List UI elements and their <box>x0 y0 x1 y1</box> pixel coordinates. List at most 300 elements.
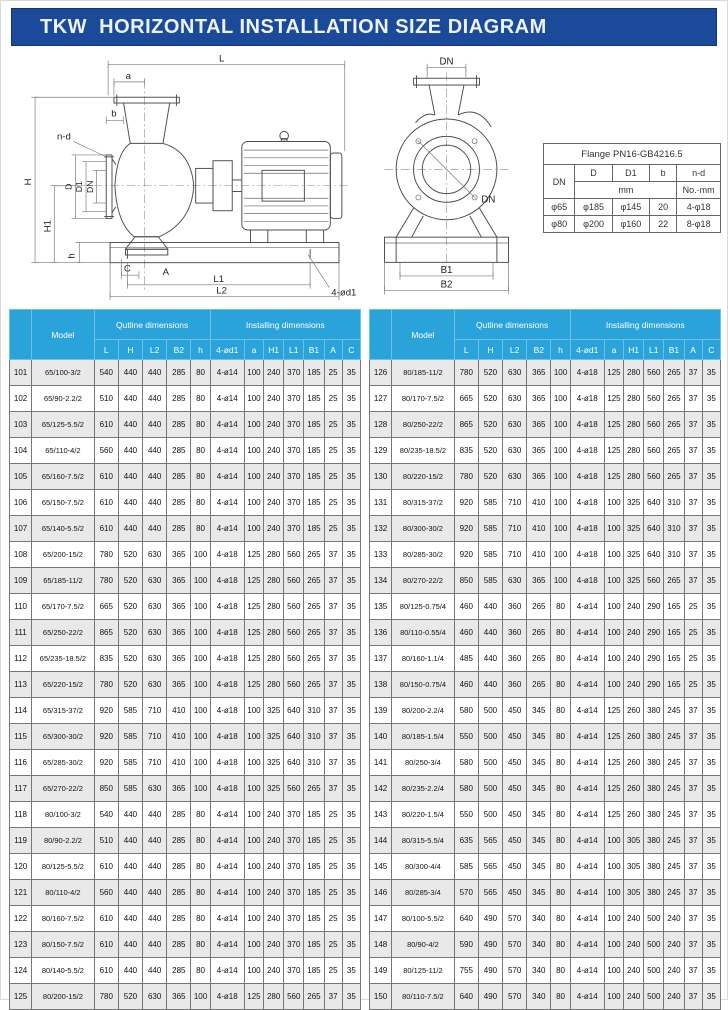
cell: 4-ø18 <box>570 386 604 412</box>
cell: 410 <box>167 750 191 776</box>
table-row <box>10 594 361 620</box>
cell: 710 <box>143 698 167 724</box>
cell: φ145 <box>612 199 649 216</box>
cell: 780 <box>94 984 118 1010</box>
cell: 35 <box>702 802 720 828</box>
table-row <box>10 958 361 984</box>
cell: 285 <box>167 958 191 984</box>
cell: 65/185-11/2 <box>32 568 95 594</box>
cell: 240 <box>624 984 644 1010</box>
cell: 65/150-7.5/2 <box>32 490 95 516</box>
cell: 35 <box>702 698 720 724</box>
col-B2: B2 <box>167 340 191 360</box>
cell: 80 <box>551 750 570 776</box>
cell: 80/185-11/2 <box>392 360 455 386</box>
cell: 365 <box>167 594 191 620</box>
cell: 265 <box>304 542 324 568</box>
cell: 35 <box>342 438 360 464</box>
cell: 585 <box>454 854 478 880</box>
cell: 240 <box>264 828 284 854</box>
table-row <box>10 620 361 646</box>
cell: 485 <box>454 646 478 672</box>
cell: 365 <box>167 568 191 594</box>
cell: 4-ø18 <box>570 412 604 438</box>
cell: 440 <box>118 906 142 932</box>
cell: 35 <box>702 490 720 516</box>
cell: 137 <box>370 646 392 672</box>
cell: 80/300-30/2 <box>392 516 455 542</box>
cell: 520 <box>118 568 142 594</box>
cell: 80/160-7.5/2 <box>32 906 95 932</box>
cell: 35 <box>702 360 720 386</box>
cell: 25 <box>324 932 342 958</box>
cell: 37 <box>684 386 702 412</box>
cell: 80 <box>191 360 210 386</box>
cell: 865 <box>94 620 118 646</box>
cell: 380 <box>644 854 664 880</box>
table-row <box>10 516 361 542</box>
cell: 37 <box>324 698 342 724</box>
cell: 25 <box>684 646 702 672</box>
cell: 4-ø14 <box>570 984 604 1010</box>
cell: 100 <box>191 542 210 568</box>
cell: 755 <box>454 958 478 984</box>
cell: 265 <box>304 568 324 594</box>
cell: 290 <box>644 620 664 646</box>
cell: 440 <box>118 412 142 438</box>
cell: 240 <box>664 906 684 932</box>
cell: 25 <box>324 386 342 412</box>
cell: 185 <box>304 360 324 386</box>
cell: 370 <box>284 880 304 906</box>
cell: 500 <box>644 984 664 1010</box>
cell: 560 <box>284 594 304 620</box>
cell: 780 <box>94 568 118 594</box>
cell: 65/200-15/2 <box>32 542 95 568</box>
cell: 100 <box>244 880 263 906</box>
cell: 240 <box>624 646 644 672</box>
cell: 35 <box>342 490 360 516</box>
cell: 520 <box>118 620 142 646</box>
cell: 240 <box>264 490 284 516</box>
cell: 35 <box>702 568 720 594</box>
cell: 440 <box>118 516 142 542</box>
dim-label-B2: B2 <box>440 279 453 291</box>
cell: 80/185-1.5/4 <box>392 724 455 750</box>
cell: 4-ø14 <box>570 854 604 880</box>
cell: 100 <box>604 594 623 620</box>
cell: 37 <box>684 698 702 724</box>
cell: 280 <box>624 412 644 438</box>
cell: 4-ø14 <box>570 932 604 958</box>
cell: 144 <box>370 828 392 854</box>
table-row <box>370 620 721 646</box>
cell: 136 <box>370 620 392 646</box>
cell: 37 <box>324 646 342 672</box>
cell: 380 <box>644 828 664 854</box>
cell: 370 <box>284 906 304 932</box>
cell: 325 <box>264 724 284 750</box>
cell: 125 <box>604 698 623 724</box>
cell: 570 <box>503 984 527 1010</box>
cell: 80 <box>551 724 570 750</box>
cell: 630 <box>143 620 167 646</box>
cell: φ160 <box>612 216 649 233</box>
cell: 80/110-4/2 <box>32 880 95 906</box>
cell: 100 <box>191 698 210 724</box>
cell: 440 <box>143 854 167 880</box>
cell: 35 <box>702 672 720 698</box>
dimension-table-left <box>9 309 361 1010</box>
cell: 4-ø14 <box>210 360 244 386</box>
cell: 4-ø14 <box>210 464 244 490</box>
cell: 640 <box>284 698 304 724</box>
cell: 35 <box>702 724 720 750</box>
cell: 141 <box>370 750 392 776</box>
cell: 630 <box>503 568 527 594</box>
cell: 265 <box>664 412 684 438</box>
cell: 280 <box>264 594 284 620</box>
table-row <box>10 568 361 594</box>
dim-label-L1: L1 <box>213 273 225 285</box>
cell: 325 <box>264 750 284 776</box>
cell: 35 <box>702 620 720 646</box>
cell: 185 <box>304 464 324 490</box>
cell: 280 <box>264 672 284 698</box>
cell: 35 <box>342 542 360 568</box>
cell: 560 <box>284 672 304 698</box>
cell: 100 <box>244 438 263 464</box>
col-H1: H1 <box>264 340 284 360</box>
cell: 4-ø14 <box>570 906 604 932</box>
cell: 440 <box>118 802 142 828</box>
cell: 4-ø14 <box>570 672 604 698</box>
cell: 4-ø18 <box>210 724 244 750</box>
cell: 80 <box>191 438 210 464</box>
cell: 630 <box>143 984 167 1010</box>
flange-col-d: D <box>575 165 612 182</box>
cell: 345 <box>527 802 551 828</box>
cell: 37 <box>324 750 342 776</box>
cell: 365 <box>527 360 551 386</box>
cell: 610 <box>94 490 118 516</box>
cell: 100 <box>191 984 210 1010</box>
cell: 520 <box>118 542 142 568</box>
table-row <box>370 776 721 802</box>
cell: 565 <box>478 828 502 854</box>
flange-col-b: b <box>650 165 677 182</box>
cell: 560 <box>644 360 664 386</box>
cell: 4-ø14 <box>570 828 604 854</box>
cell: 100 <box>244 360 263 386</box>
cell: 260 <box>624 750 644 776</box>
table-row <box>370 646 721 672</box>
cell: 440 <box>143 516 167 542</box>
col-H: H <box>118 340 142 360</box>
cell: 380 <box>644 698 664 724</box>
cell: 127 <box>370 386 392 412</box>
cell: 37 <box>684 412 702 438</box>
cell: 280 <box>264 984 284 1010</box>
cell: 37 <box>684 854 702 880</box>
cell: 150 <box>370 984 392 1010</box>
cell: 450 <box>503 698 527 724</box>
cell: 920 <box>94 750 118 776</box>
cell: 125 <box>244 984 263 1010</box>
cell: 630 <box>503 464 527 490</box>
cell: 360 <box>503 672 527 698</box>
cell: 100 <box>244 412 263 438</box>
cell: 365 <box>167 672 191 698</box>
cell: 440 <box>118 386 142 412</box>
cell: 4-ø18 <box>570 464 604 490</box>
cell: 665 <box>94 594 118 620</box>
cell: 440 <box>118 958 142 984</box>
cell: 80/110-7.5/2 <box>392 984 455 1010</box>
table-row <box>10 672 361 698</box>
cell: 35 <box>342 724 360 750</box>
cell: 35 <box>702 750 720 776</box>
cell: 640 <box>644 542 664 568</box>
cell: 325 <box>624 568 644 594</box>
col-A: A <box>684 340 702 360</box>
cell: 365 <box>167 646 191 672</box>
cell: 285 <box>167 906 191 932</box>
cell: 265 <box>664 438 684 464</box>
cell: 80 <box>191 880 210 906</box>
cell: 121 <box>10 880 32 906</box>
cell: 370 <box>284 490 304 516</box>
pump-front-view-diagram <box>357 55 537 305</box>
col-a: a <box>604 340 623 360</box>
cell: 285 <box>167 464 191 490</box>
cell: 4-ø18 <box>210 672 244 698</box>
cell: 325 <box>624 516 644 542</box>
cell: 111 <box>10 620 32 646</box>
cell: 37 <box>684 776 702 802</box>
cell: 265 <box>304 646 324 672</box>
cell: 590 <box>454 932 478 958</box>
cell: 380 <box>644 724 664 750</box>
cell: 560 <box>284 568 304 594</box>
cell: 490 <box>478 906 502 932</box>
cell: 310 <box>664 542 684 568</box>
cell: 450 <box>503 802 527 828</box>
table-row <box>10 776 361 802</box>
cell: 100 <box>191 646 210 672</box>
cell: 80 <box>191 386 210 412</box>
cell: 25 <box>324 828 342 854</box>
table-row <box>10 438 361 464</box>
table-row <box>370 750 721 776</box>
cell: 146 <box>370 880 392 906</box>
cell: 240 <box>664 958 684 984</box>
cell: 100 <box>551 438 570 464</box>
cell: 345 <box>527 724 551 750</box>
cell: 147 <box>370 906 392 932</box>
cell: 80/285-30/2 <box>392 542 455 568</box>
cell: 25 <box>324 802 342 828</box>
cell: 500 <box>478 698 502 724</box>
col-L: L <box>94 340 118 360</box>
cell: 440 <box>143 880 167 906</box>
cell: 80 <box>551 828 570 854</box>
cell: 35 <box>342 412 360 438</box>
cell: 585 <box>478 542 502 568</box>
cell: 100 <box>244 958 263 984</box>
cell: 100 <box>551 542 570 568</box>
cell: 35 <box>342 360 360 386</box>
cell: 410 <box>527 490 551 516</box>
cell: 325 <box>264 698 284 724</box>
cell: 560 <box>284 646 304 672</box>
cell: 25 <box>324 490 342 516</box>
cell: 630 <box>143 776 167 802</box>
cell: 240 <box>624 932 644 958</box>
cell: 365 <box>167 542 191 568</box>
cell: 780 <box>94 672 118 698</box>
installing-group-header: Installing dimensions <box>210 310 360 340</box>
cell: 585 <box>478 490 502 516</box>
cell: 185 <box>304 880 324 906</box>
flange-col-dn: DN <box>544 165 575 199</box>
cell: 25 <box>324 880 342 906</box>
table-row <box>10 646 361 672</box>
cell: 585 <box>118 698 142 724</box>
cell: 80/100-5.5/2 <box>392 906 455 932</box>
cell: 710 <box>503 542 527 568</box>
cell: 65/285-30/2 <box>32 750 95 776</box>
cell: 285 <box>167 490 191 516</box>
cell: 37 <box>684 490 702 516</box>
cell: 100 <box>551 386 570 412</box>
table-row <box>10 698 361 724</box>
table-row <box>544 216 721 233</box>
cell: 4-ø18 <box>210 750 244 776</box>
cell: 240 <box>624 672 644 698</box>
table-row <box>10 386 361 412</box>
cell: 285 <box>167 386 191 412</box>
cell: 4-ø18 <box>570 490 604 516</box>
table-row <box>10 750 361 776</box>
cell: 25 <box>324 360 342 386</box>
cell: 640 <box>454 906 478 932</box>
col-h: h <box>551 340 570 360</box>
cell: 100 <box>244 854 263 880</box>
cell: 260 <box>624 724 644 750</box>
cell: 185 <box>304 906 324 932</box>
col-L2: L2 <box>143 340 167 360</box>
cell: 710 <box>143 750 167 776</box>
cell: 4-ø14 <box>570 646 604 672</box>
table-row <box>370 880 721 906</box>
cell: 35 <box>342 854 360 880</box>
cell: 80/220-1.5/4 <box>392 802 455 828</box>
cell: 35 <box>702 646 720 672</box>
cell: 80/100-3/2 <box>32 802 95 828</box>
cell: 35 <box>702 386 720 412</box>
cell: 80/90-2.2/2 <box>32 828 95 854</box>
cell: 325 <box>264 776 284 802</box>
cell: 370 <box>284 360 304 386</box>
cell: 65/220-15/2 <box>32 672 95 698</box>
cell: φ80 <box>544 216 575 233</box>
cell: 165 <box>664 646 684 672</box>
cell: 450 <box>503 828 527 854</box>
cell: 610 <box>94 932 118 958</box>
table-row <box>370 386 721 412</box>
cell: 440 <box>478 594 502 620</box>
cell: 35 <box>702 516 720 542</box>
cell: 285 <box>167 360 191 386</box>
cell: 440 <box>478 646 502 672</box>
cell: 4-ø14 <box>570 594 604 620</box>
cell: 460 <box>454 672 478 698</box>
cell: 65/270-22/2 <box>32 776 95 802</box>
cell: 135 <box>370 594 392 620</box>
cell: 80 <box>551 880 570 906</box>
cell: 290 <box>644 672 664 698</box>
cell: 245 <box>664 828 684 854</box>
cell: 132 <box>370 516 392 542</box>
cell: 440 <box>118 932 142 958</box>
dim-label-DN-top: DN <box>439 56 454 68</box>
cell: 101 <box>10 360 32 386</box>
cell: 630 <box>143 568 167 594</box>
col-B2: B2 <box>527 340 551 360</box>
cell: 125 <box>604 750 623 776</box>
cell: 325 <box>624 490 644 516</box>
cell: 610 <box>94 464 118 490</box>
cell: 560 <box>644 412 664 438</box>
cell: 710 <box>503 516 527 542</box>
cell: 37 <box>324 724 342 750</box>
cell: 510 <box>94 828 118 854</box>
cell: 340 <box>527 958 551 984</box>
cell: 35 <box>702 464 720 490</box>
cell: 80/150-0.75/4 <box>392 672 455 698</box>
cell: 265 <box>527 620 551 646</box>
dim-label-C: C <box>123 263 131 275</box>
cell: 260 <box>624 802 644 828</box>
dim-label-DN: DN <box>84 180 95 193</box>
table-row <box>370 828 721 854</box>
cell: 185 <box>304 932 324 958</box>
cell: 80 <box>551 698 570 724</box>
cell: 610 <box>94 516 118 542</box>
cell: 440 <box>118 880 142 906</box>
cell: 25 <box>324 516 342 542</box>
cell: 4-ø14 <box>570 750 604 776</box>
cell: 440 <box>143 464 167 490</box>
cell: 285 <box>167 854 191 880</box>
dim-label-D1: D1 <box>74 181 85 193</box>
cell: 370 <box>284 438 304 464</box>
cell: 4-ø18 <box>210 984 244 1010</box>
cell: 640 <box>454 984 478 1010</box>
cell: 35 <box>702 542 720 568</box>
cell: 80 <box>191 906 210 932</box>
col-L1: L1 <box>284 340 304 360</box>
cell: 640 <box>284 750 304 776</box>
cell: 265 <box>304 776 324 802</box>
cell: 125 <box>604 412 623 438</box>
cell: 440 <box>143 438 167 464</box>
col-H: H <box>478 340 502 360</box>
page-title: TKW HORIZONTAL INSTALLATION SIZE DIAGRAM <box>11 8 717 46</box>
cell: 380 <box>644 776 664 802</box>
cell: 4-ø18 <box>210 620 244 646</box>
